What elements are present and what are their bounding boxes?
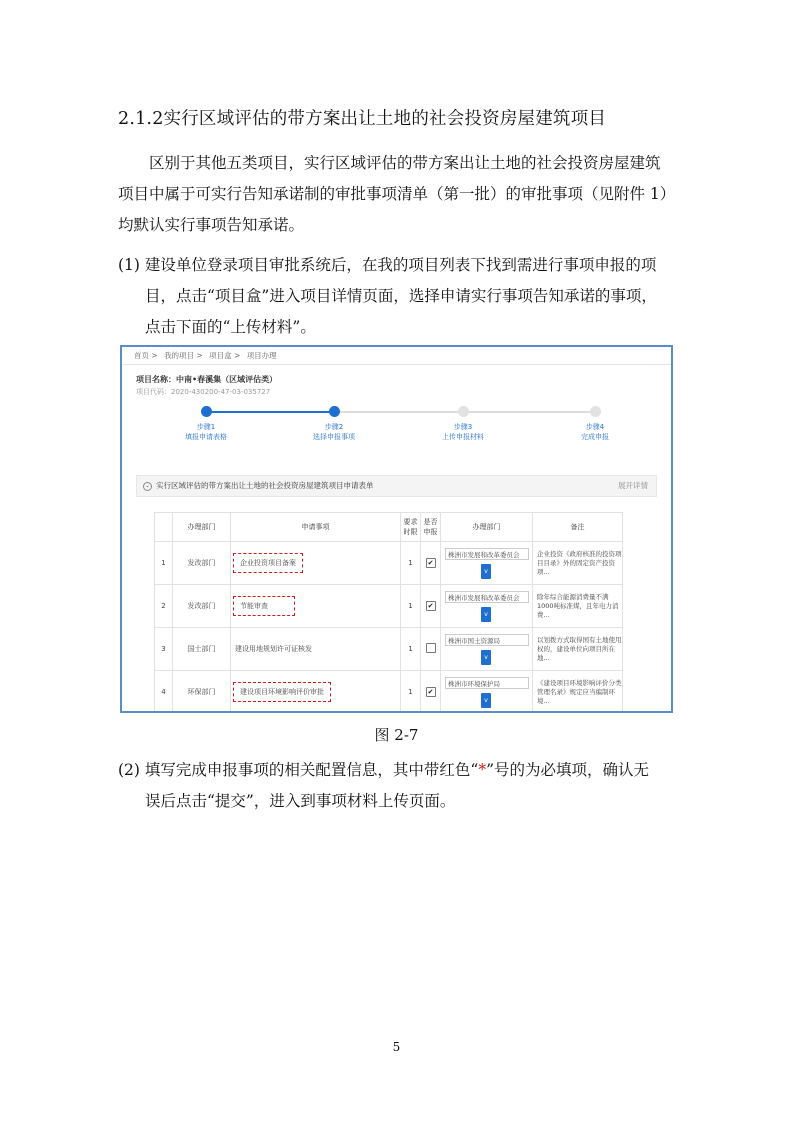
row-note: 以划拨方式取得国有土地使用权的，建设单位向项目所在地... xyxy=(533,628,623,671)
breadcrumb-my-projects[interactable]: 我的项目 > xyxy=(164,351,203,360)
office-select[interactable]: 株洲市国土资源局 xyxy=(445,634,529,646)
form-panel-title: 实行区域评估的带方案出让土地的社会投资房屋建筑项目申请表单 xyxy=(156,481,374,490)
step-4[interactable] xyxy=(550,422,640,442)
header-declare: 是否 申报 xyxy=(421,513,441,542)
dropdown-arrow-icon[interactable]: v xyxy=(481,564,491,579)
office-select[interactable]: 株洲市发展和改革委员会 xyxy=(445,548,529,560)
system-screenshot xyxy=(120,345,673,713)
step-4-label: 完成申报 xyxy=(581,433,609,441)
project-code: 项目代码：2020-430200-47-03-035727 xyxy=(136,388,271,396)
table-row xyxy=(155,585,623,628)
row-index: 1 xyxy=(155,542,173,585)
row-limit: 1 xyxy=(401,542,421,585)
row-index: 2 xyxy=(155,585,173,628)
table-row xyxy=(155,671,623,714)
row-item-highlighted: 企业投资项目备案 xyxy=(233,553,303,573)
declare-checkbox[interactable]: ✔ xyxy=(426,687,436,697)
step2-line-1: (2) 填写完成申报事项的相关配置信息，其中带红色“*”号的为必填项，确认无 xyxy=(118,761,649,779)
step-3-number: 步骤3 xyxy=(453,423,473,431)
row-note: 除年综合能源消费量不满1000吨标准煤，且年电力消费... xyxy=(533,585,623,628)
step-dot-2 xyxy=(329,406,340,417)
step-1-label: 填报申请表格 xyxy=(185,433,227,441)
header-item: 申请事项 xyxy=(231,513,401,542)
row-index: 3 xyxy=(155,628,173,671)
step-1-number: 步骤1 xyxy=(196,423,216,431)
section-title: 2.1.2实行区域评估的带方案出让土地的社会投资房屋建筑项目 xyxy=(118,109,607,129)
row-dept: 发改部门 xyxy=(173,542,231,585)
row-item-highlighted: 节能审查 xyxy=(233,596,295,616)
office-select[interactable]: 株洲市环境保护局 xyxy=(445,677,529,689)
step-connector-1 xyxy=(206,411,334,413)
row-limit: 1 xyxy=(401,585,421,628)
row-dept: 国土部门 xyxy=(173,628,231,671)
row-limit: 1 xyxy=(401,671,421,714)
header-limit: 要求 时限 xyxy=(401,513,421,542)
step-2[interactable] xyxy=(289,422,379,442)
step-2-label: 选择申报事项 xyxy=(313,433,355,441)
row-item: 建设用地规划许可证核发 xyxy=(231,628,401,671)
step-2-number: 步骤2 xyxy=(324,423,344,431)
row-item-highlighted: 建设项目环境影响评价审批 xyxy=(233,682,331,702)
step-1[interactable] xyxy=(161,422,251,442)
header-office: 办理部门 xyxy=(441,513,533,542)
step-4-number: 步骤4 xyxy=(585,423,605,431)
dropdown-arrow-icon[interactable]: v xyxy=(481,650,491,665)
declare-checkbox[interactable]: ✔ xyxy=(426,601,436,611)
step-dot-3 xyxy=(458,406,469,417)
table-row xyxy=(155,542,623,585)
header-index xyxy=(155,513,173,542)
breadcrumb-project-box[interactable]: 项目盒 > xyxy=(209,351,241,360)
intro-line-2: 项目中属于可实行告知承诺制的审批事项清单（第一批）的审批事项（见附件 1） xyxy=(118,185,676,203)
row-index: 4 xyxy=(155,671,173,714)
breadcrumb xyxy=(122,347,671,365)
expand-details-link[interactable]: 展开详情 xyxy=(618,481,648,490)
row-limit: 1 xyxy=(401,628,421,671)
row-dept: 环保部门 xyxy=(173,671,231,714)
header-note: 备注 xyxy=(533,513,623,542)
table-row xyxy=(155,628,623,671)
table-header-row xyxy=(155,513,623,542)
breadcrumb-home[interactable]: 首页 > xyxy=(134,351,158,360)
matters-table xyxy=(154,512,623,713)
step1-line-2: 目，点击“项目盒”进入项目详情页面，选择申请实行事项告知承诺的事项， xyxy=(145,287,657,305)
project-name: 项目名称：中南•春溪集（区域评估类） xyxy=(136,375,278,384)
dropdown-arrow-icon[interactable]: v xyxy=(481,607,491,622)
step1-paragraph xyxy=(118,250,678,343)
step1-line-3: 点击下面的“上传材料”。 xyxy=(145,318,316,336)
dropdown-arrow-icon[interactable]: v xyxy=(481,693,491,708)
row-note: 企业投资《政府核准的投资项目目录》外的固定资产投资项... xyxy=(533,542,623,585)
step2-paragraph xyxy=(118,755,678,817)
intro-line-3: 均默认实行事项告知承诺。 xyxy=(118,216,305,234)
step-3-label: 上传申报材料 xyxy=(442,433,484,441)
row-dept: 发改部门 xyxy=(173,585,231,628)
step-dot-1 xyxy=(201,406,212,417)
breadcrumb-current: 项目办理 xyxy=(246,351,277,360)
step-dot-4 xyxy=(590,406,601,417)
step-3[interactable] xyxy=(418,422,508,442)
step1-line-1: (1) 建设单位登录项目审批系统后，在我的项目列表下找到需进行事项申报的项 xyxy=(118,256,657,274)
intro-paragraph xyxy=(118,148,678,241)
row-note: 《建设项目环境影响评价分类管理名录》规定应当编制环境... xyxy=(533,671,623,714)
collapse-icon: ⌄ xyxy=(143,482,152,491)
form-panel-header[interactable] xyxy=(136,475,657,497)
declare-checkbox[interactable] xyxy=(426,643,436,653)
figure-caption: 图 2-7 xyxy=(374,726,419,744)
intro-line-1: 区别于其他五类项目，实行区域评估的带方案出让土地的社会投资房屋建筑 xyxy=(149,154,661,172)
page-number: 5 xyxy=(392,1040,401,1054)
header-dept: 办理部门 xyxy=(173,513,231,542)
declare-checkbox[interactable]: ✔ xyxy=(426,558,436,568)
step2-line-2: 误后点击“提交”，进入到事项材料上传页面。 xyxy=(145,792,456,810)
office-select[interactable]: 株洲市发展和改革委员会 xyxy=(445,591,529,603)
